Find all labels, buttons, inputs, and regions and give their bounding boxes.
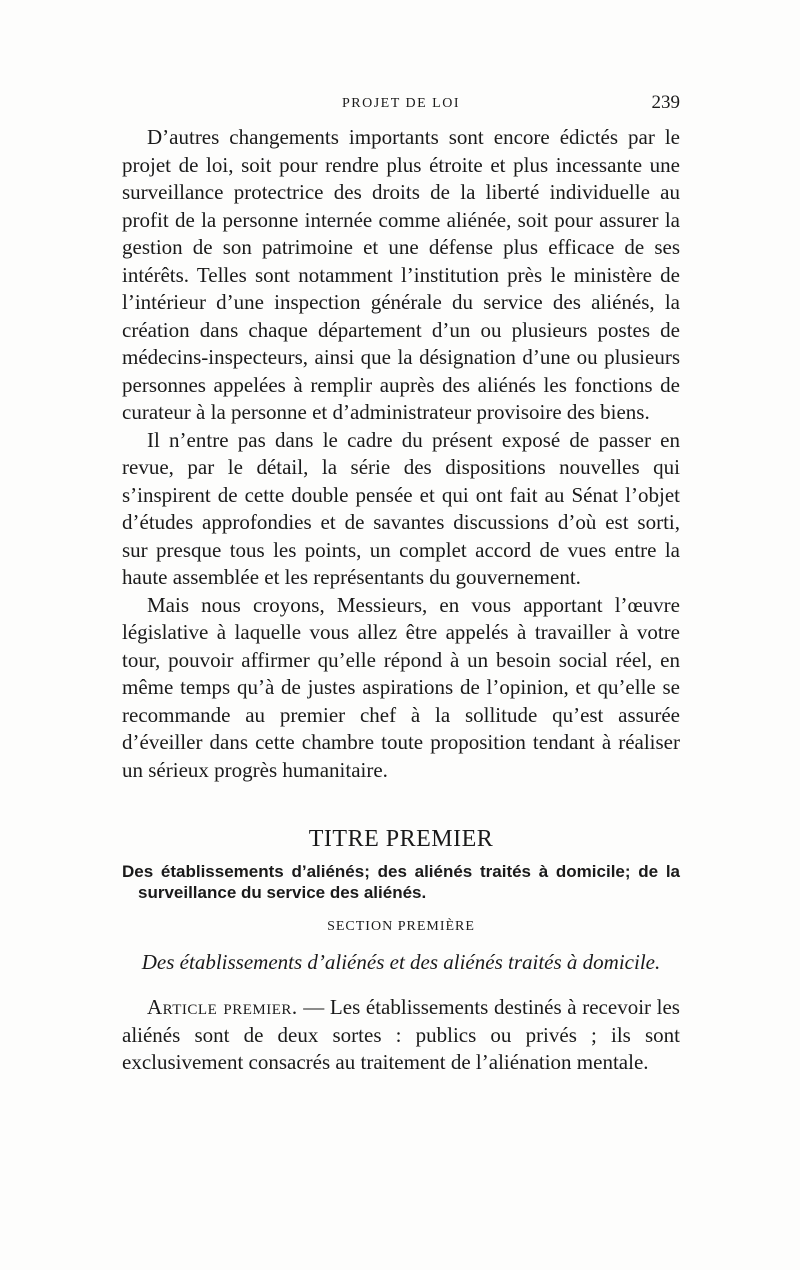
running-title: PROJET DE LOI	[341, 96, 461, 111]
paragraph: Il n’entre pas dans le cadre du présent exposé de passer en revue, par le détail, la série des dispositions nouvelles qui s’inspirent de cette double pensée et qui ont fait au Sénat l’objet d’études approfondies et de savantes discussions d’où est sorti, sur presque tous les points, un complet accord de vues entre la haute assemblée et les représentants du gouvernement.	[122, 427, 680, 589]
body-text	[122, 124, 680, 784]
section-title: Des établissements d’aliénés et des aliénés traités à domicile.	[141, 950, 661, 974]
article-label: Article premier.	[147, 995, 298, 1019]
article-paragraph	[122, 994, 680, 1077]
article-text: — Les établissements destinés à recevoir les aliénés sont de deux sortes : publics ou privés ; ils sont exclusivement consacrés au traitement de l’aliénation mentale.	[122, 995, 680, 1074]
paragraph: D’autres changements importants sont encore édictés par le projet de loi, soit pour rendre plus étroite et plus incessante une surveillance protectrice des droits de la liberté individuelle au profit de la personne internée comme aliénée, soit pour assurer la gestion de son patrimoine et une défense plus efficace de ses intérêts. Telles sont notamment l’institution près le ministère de l’intérieur d’une inspection générale du service des aliénés, la création dans chaque département d’un ou plusieurs postes de médecins-inspecteurs, ainsi que la désignation d’une ou plusieurs personnes appelées à remplir auprès des aliénés les fonctions de curateur à la personne et d’administrateur provisoire des biens.	[122, 125, 680, 424]
page-number: 239	[651, 92, 680, 113]
titre-heading: TITRE PREMIER	[308, 826, 494, 852]
title-block	[122, 826, 680, 1077]
paragraph: Mais nous croyons, Messieurs, en vous apportant l’œuvre législative à laquelle vous allez être appelés à travailler à votre tour, pouvoir affirmer qu’elle répond à un besoin social réel, en même temps qu’à de justes aspirations de l’opinion, et qu’elle se recommande au premier chef à la sollitude qu’est assurée d’éveiller dans cette chambre toute proposition tendant à réaliser un sérieux progrès humanitaire.	[122, 592, 680, 782]
running-head	[122, 92, 680, 116]
section-heading: SECTION PREMIÈRE	[327, 919, 475, 934]
titre-subtitle: Des établissements d’aliénés; des aliénés traités à domicile; de la surveillance du service des aliénés.	[122, 862, 680, 902]
